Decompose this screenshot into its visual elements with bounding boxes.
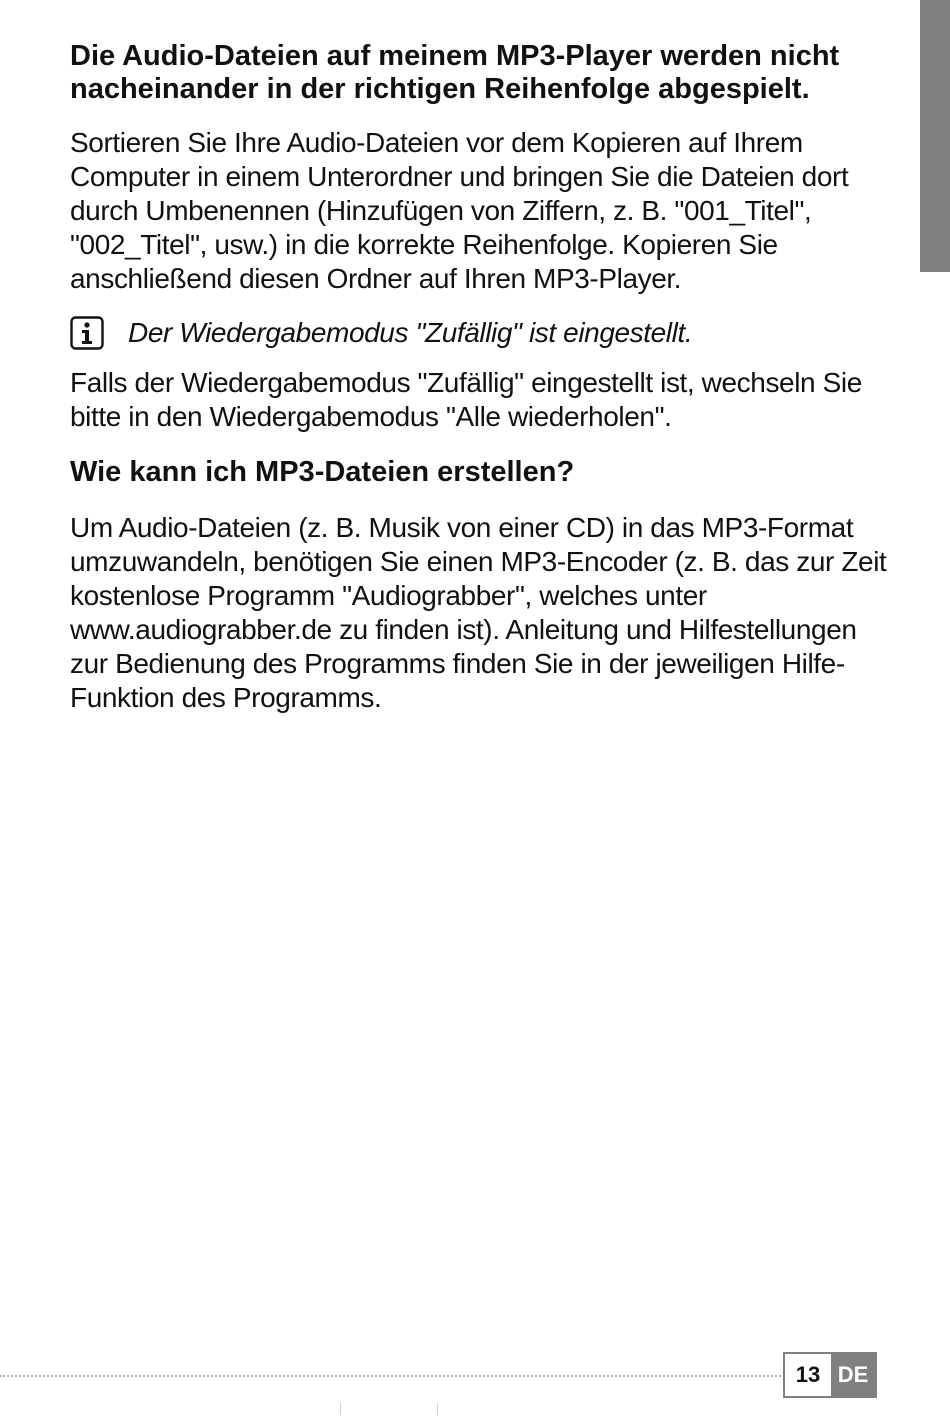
crop-mark: [437, 1403, 438, 1415]
info-note: [70, 316, 890, 350]
page-number: 13: [785, 1354, 831, 1396]
manual-page-content: [70, 40, 890, 735]
page-language: DE: [831, 1354, 875, 1396]
paragraph-sort-files: Sortieren Sie Ihre Audio-Dateien vor dem Kopieren auf Ihrem Computer in einem Unterordner und bringen Sie die Dateien dort durch Umbenennen (Hinzufügen von Ziffern, z. B. "001_Titel", "002_Titel", usw.) in die korrekte Reihenfolge. Kopieren Sie anschließend diesen Ordner auf Ihren MP3-Player.: [70, 127, 849, 294]
info-note-text: Der Wiedergabemodus "Zufällig" ist eingestellt.: [128, 317, 693, 348]
page-number-box: [783, 1352, 877, 1398]
language-side-tab: [920, 0, 950, 272]
paragraph-shuffle-mode: Falls der Wiedergabemodus "Zufällig" eingestellt ist, wechseln Sie bitte in den Wiedergabemodus "Alle wiederholen".: [70, 367, 862, 432]
crop-mark: [340, 1403, 341, 1415]
section-heading-create-mp3: Wie kann ich MP3-Dateien erstellen?: [70, 456, 575, 488]
footer-dotted-line: [0, 1375, 785, 1377]
paragraph-mp3-encoder: Um Audio-Dateien (z. B. Musik von einer CD) in das MP3-Format umzuwandeln, benötigen Sie einen MP3-Encoder (z. B. das zur Zeit kostenlose Programm "Audiograbber", welches unter www.audiograbber.de zu finden ist). Anleitung und Hilfestellungen zur Bedienung des Programms finden Sie in der jeweiligen Hilfe-Funktion des Programms.: [70, 512, 887, 713]
info-icon: [70, 316, 104, 350]
section-heading-playback-order: Die Audio-Dateien auf meinem MP3-Player werden nicht nacheinander in der richtigen Reihenfolge abgespielt.: [70, 40, 840, 105]
